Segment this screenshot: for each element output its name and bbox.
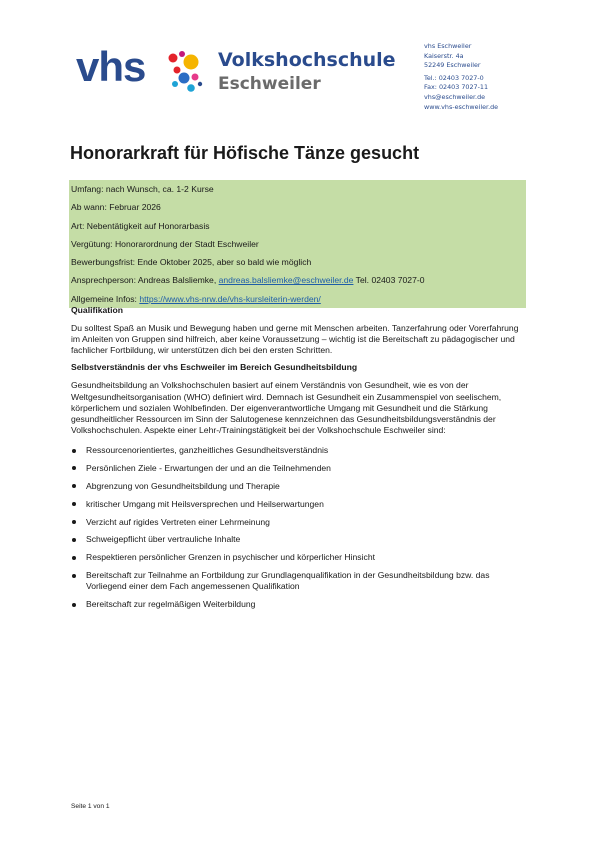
info-art: Art: Nebentätigkeit auf Honorarbasis [71, 220, 210, 231]
info-ab-wann: Ab wann: Februar 2026 [71, 202, 161, 213]
list-item: Verzicht auf rigides Vertreten einer Lehrmeinung [71, 517, 527, 528]
selbstverstaendnis-text: Gesundheitsbildung an Volkshochschulen basiert auf einem Verständnis von Gesundheit, wie es von der Weltgesundheitsorganisation (WHO) definiert wird. Demnach ist Gesundheit ein Zusammenspiel von seelischem, körperlichem und sozialen Wohlbefinden. Der eigenverantwortliche Umgang mit Gesundheit und die Stärkung gesundheitlicher Ressourcen im Sinn der Salutogenese kennzeichnen das Gesundheitsbildungsverständnis der Volkshochschulen. Aspekte einer Lehr-/Trainingstätigkeit bei der Volkshochschule Eschweiler sind: [71, 380, 502, 435]
contact-block [424, 42, 498, 112]
info-bewerbungsfrist: Bewerbungsfrist: Ende Oktober 2025, aber so bald wie möglich [71, 257, 312, 268]
contact-web[interactable]: www.vhs-eschweiler.de [424, 102, 499, 111]
main-content [71, 305, 527, 617]
aspects-list [71, 445, 527, 610]
selbstverstaendnis-heading: Selbstverständnis der vhs Eschweiler im Bereich Gesundheitsbildung [71, 362, 358, 373]
list-item: Respektieren persönlicher Grenzen in psychischer und körperlicher Hinsicht [71, 552, 527, 563]
ansprech-label: Ansprechperson: Andreas Balsliemke, [71, 275, 219, 286]
list-item: Ressourcenorientiertes, ganzheitliches Gesundheitsverständnis [71, 445, 527, 456]
ansprech-email-link[interactable]: andreas.balsliemke@eschweiler.de [218, 275, 354, 286]
contact-org: vhs Eschweiler [424, 42, 472, 50]
page-title: Honorarkraft für Höfische Tänze gesucht [70, 143, 420, 163]
info-ansprechperson [69, 271, 526, 289]
qualifikation-heading: Qualifikation [71, 305, 124, 315]
infos-label: Allgemeine Infos: [71, 293, 140, 304]
contact-tel: Tel.: 02403 7027-0 [424, 73, 484, 82]
contact-city: 52249 Eschweiler [424, 61, 481, 70]
logo-mark: vhs [76, 43, 146, 90]
info-umfang: Umfang: nach Wunsch, ca. 1-2 Kurse [71, 184, 214, 194]
list-item: kritischer Umgang mit Heilsversprechen und Heilserwartungen [71, 499, 527, 510]
ansprech-tel: Tel. 02403 7027-0 [353, 275, 425, 286]
list-item: Bereitschaft zur regelmäßigen Weiterbildung [71, 599, 527, 610]
list-item: Bereitschaft zur Teilnahme an Fortbildung zur Grundlagenqualifikation in der Gesundheitsbildung bzw. das Vorliegend einer dem Fach angemessenen Qualifikation [71, 570, 527, 592]
list-item: Abgrenzung von Gesundheitsbildung und Therapie [71, 481, 527, 492]
contact-street: Kaiserstr. 4a [424, 51, 464, 60]
vhs-logo [76, 44, 416, 100]
logo-name-line1: Volkshochschule [218, 49, 396, 71]
contact-fax: Fax: 02403 7027-11 [424, 83, 489, 92]
list-item: Persönlichen Ziele - Erwartungen der und an die Teilnehmenden [71, 463, 527, 474]
logo-dots-icon [164, 48, 204, 94]
info-verguetung: Vergütung: Honorarordnung der Stadt Eschweiler [71, 238, 259, 249]
info-box [69, 180, 526, 308]
infos-link[interactable]: https://www.vhs-nrw.de/vhs-kursleiterin-werden/ [139, 293, 321, 304]
logo-name-line2: Eschweiler [218, 74, 321, 94]
contact-email[interactable]: vhs@eschweiler.de [424, 92, 486, 101]
qualifikation-text: Du solltest Spaß an Musik und Bewegung haben und gerne mit Menschen arbeiten. Tanzerfahrung oder Vorerfahrung im Anleiten von Gruppen sind hilfreich, aber keine Voraussetzung – wichtig ist die Bereitschaft zu pädagogischer und fachlicher Fortbildung, wir unterstützen dich bei den ersten Schritten. [71, 323, 519, 356]
list-item: Schweigepflicht über vertrauliche Inhalte [71, 534, 527, 545]
page-footer: Seite 1 von 1 [71, 803, 110, 810]
